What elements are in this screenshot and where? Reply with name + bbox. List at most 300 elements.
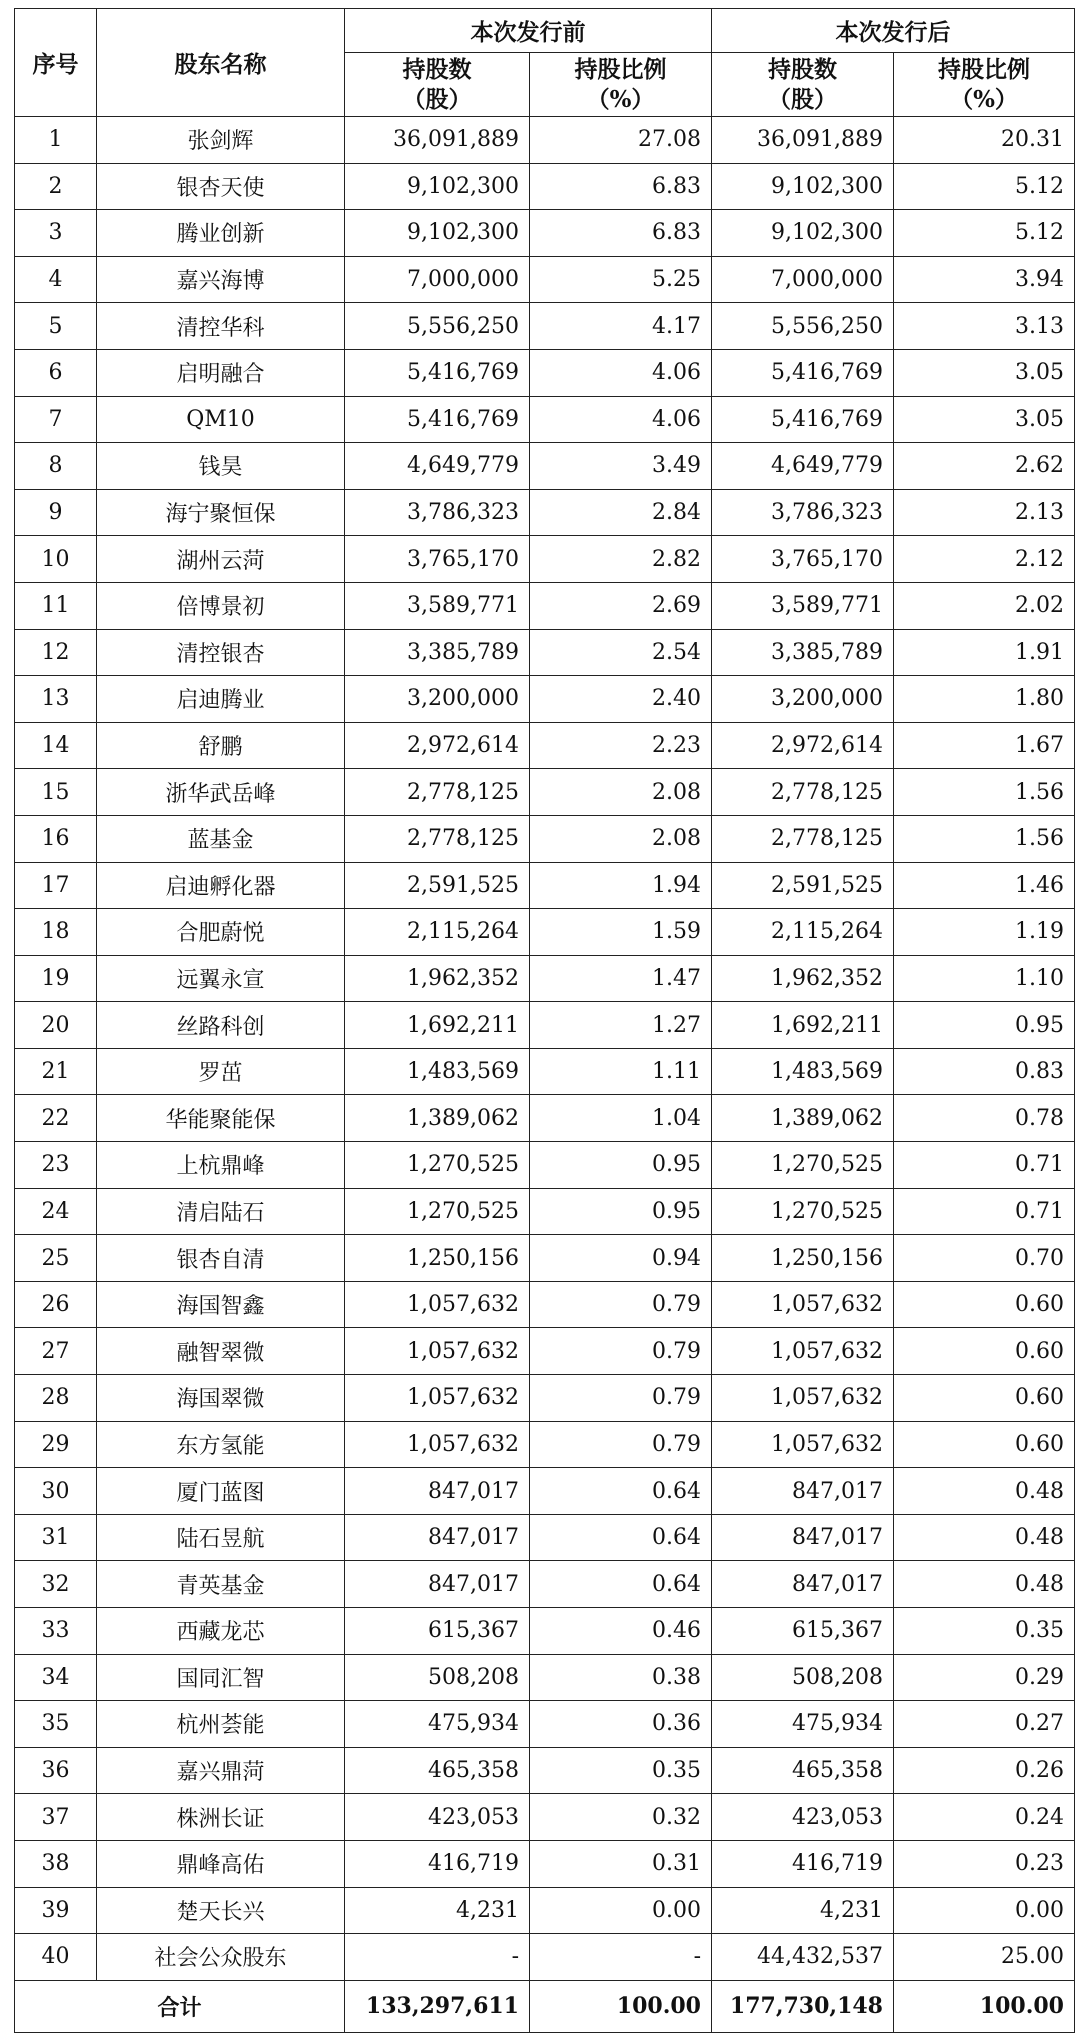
cell-name: QM10 [97, 396, 345, 443]
cell-before-pct: 2.54 [530, 629, 712, 676]
cell-seq: 5 [15, 303, 97, 350]
cell-before-shares: 36,091,889 [345, 117, 530, 164]
cell-before-shares: 2,972,614 [345, 722, 530, 769]
cell-after-pct: 5.12 [894, 163, 1075, 210]
table-row [15, 629, 1075, 676]
header-before-ratio [530, 53, 712, 117]
table-body [15, 117, 1075, 1981]
table-row [15, 1514, 1075, 1561]
cell-before-pct: 2.69 [530, 582, 712, 629]
cell-before-shares: 1,057,632 [345, 1375, 530, 1422]
cell-before-pct: 4.06 [530, 396, 712, 443]
cell-after-shares: 44,432,537 [712, 1934, 894, 1981]
cell-after-shares: 5,556,250 [712, 303, 894, 350]
cell-after-shares: 3,200,000 [712, 676, 894, 723]
cell-after-pct: 0.48 [894, 1514, 1075, 1561]
table-row [15, 1654, 1075, 1701]
cell-after-pct: 0.29 [894, 1654, 1075, 1701]
table-row [15, 769, 1075, 816]
cell-after-pct: 2.13 [894, 489, 1075, 536]
header-after-ratio-line2: （%） [950, 85, 1018, 113]
cell-before-pct: 0.46 [530, 1608, 712, 1655]
cell-before-shares: 2,591,525 [345, 862, 530, 909]
cell-before-shares: 2,778,125 [345, 815, 530, 862]
table-row [15, 1095, 1075, 1142]
cell-before-shares: 1,962,352 [345, 955, 530, 1002]
cell-before-shares: 3,589,771 [345, 582, 530, 629]
cell-before-pct: 4.17 [530, 303, 712, 350]
table-row [15, 489, 1075, 536]
total-before-shares: 133,297,611 [345, 1980, 530, 2032]
total-row [15, 1980, 1075, 2032]
cell-before-pct: 0.64 [530, 1514, 712, 1561]
table-row [15, 1002, 1075, 1049]
cell-before-pct: 2.08 [530, 815, 712, 862]
cell-name: 清控华科 [97, 303, 345, 350]
cell-after-pct: 0.60 [894, 1375, 1075, 1422]
cell-name: 海国翠微 [97, 1375, 345, 1422]
cell-name: 罗茁 [97, 1048, 345, 1095]
cell-after-pct: 0.48 [894, 1561, 1075, 1608]
cell-seq: 20 [15, 1002, 97, 1049]
cell-name: 西藏龙芯 [97, 1608, 345, 1655]
table-row [15, 1934, 1075, 1981]
cell-before-shares: 3,200,000 [345, 676, 530, 723]
cell-name: 银杏自清 [97, 1235, 345, 1282]
cell-before-shares: 847,017 [345, 1561, 530, 1608]
cell-before-shares: 1,057,632 [345, 1328, 530, 1375]
cell-name: 蓝基金 [97, 815, 345, 862]
cell-seq: 14 [15, 722, 97, 769]
cell-after-pct: 1.46 [894, 862, 1075, 909]
cell-after-pct: 0.71 [894, 1142, 1075, 1189]
cell-after-pct: 0.27 [894, 1701, 1075, 1748]
cell-before-pct: 1.59 [530, 909, 712, 956]
cell-seq: 24 [15, 1188, 97, 1235]
cell-name: 启迪孵化器 [97, 862, 345, 909]
cell-after-pct: 3.05 [894, 396, 1075, 443]
cell-before-pct: 1.94 [530, 862, 712, 909]
cell-after-pct: 0.23 [894, 1840, 1075, 1887]
cell-before-shares: 5,416,769 [345, 349, 530, 396]
cell-after-shares: 1,483,569 [712, 1048, 894, 1095]
cell-name: 杭州荟能 [97, 1701, 345, 1748]
cell-name: 启明融合 [97, 349, 345, 396]
cell-after-pct: 3.05 [894, 349, 1075, 396]
cell-seq: 35 [15, 1701, 97, 1748]
cell-after-shares: 475,934 [712, 1701, 894, 1748]
cell-before-pct: 1.27 [530, 1002, 712, 1049]
cell-before-pct: 0.79 [530, 1375, 712, 1422]
header-after-shares [712, 53, 894, 117]
cell-seq: 15 [15, 769, 97, 816]
cell-seq: 27 [15, 1328, 97, 1375]
cell-after-shares: 4,231 [712, 1887, 894, 1934]
cell-before-shares: 847,017 [345, 1514, 530, 1561]
table-row [15, 1561, 1075, 1608]
cell-after-pct: 0.00 [894, 1887, 1075, 1934]
header-before-ratio-line1: 持股比例 [574, 55, 667, 83]
cell-before-shares: 4,649,779 [345, 443, 530, 490]
cell-after-pct: 3.94 [894, 256, 1075, 303]
table-row [15, 955, 1075, 1002]
cell-before-pct: 0.64 [530, 1468, 712, 1515]
cell-after-shares: 423,053 [712, 1794, 894, 1841]
cell-seq: 10 [15, 536, 97, 583]
cell-seq: 12 [15, 629, 97, 676]
cell-after-pct: 1.10 [894, 955, 1075, 1002]
cell-before-pct: 0.00 [530, 1887, 712, 1934]
table-row [15, 1328, 1075, 1375]
cell-before-pct: 2.84 [530, 489, 712, 536]
table-row [15, 1747, 1075, 1794]
cell-before-pct: 2.40 [530, 676, 712, 723]
cell-before-pct: 0.79 [530, 1328, 712, 1375]
cell-before-shares: 3,786,323 [345, 489, 530, 536]
header-before-issuance: 本次发行前 [345, 9, 712, 53]
cell-name: 腾业创新 [97, 210, 345, 257]
cell-after-pct: 0.26 [894, 1747, 1075, 1794]
shareholding-table-container [14, 8, 1074, 2033]
header-row-top [15, 9, 1075, 53]
cell-seq: 4 [15, 256, 97, 303]
cell-after-shares: 416,719 [712, 1840, 894, 1887]
table-row [15, 862, 1075, 909]
cell-after-shares: 3,385,789 [712, 629, 894, 676]
table-row [15, 349, 1075, 396]
table-row [15, 1235, 1075, 1282]
cell-name: 倍博景初 [97, 582, 345, 629]
cell-after-shares: 7,000,000 [712, 256, 894, 303]
cell-before-pct: 6.83 [530, 210, 712, 257]
cell-after-pct: 25.00 [894, 1934, 1075, 1981]
table-row [15, 1048, 1075, 1095]
cell-before-pct: 0.35 [530, 1747, 712, 1794]
header-seq: 序号 [15, 9, 97, 117]
cell-before-shares: 5,556,250 [345, 303, 530, 350]
header-before-shares-line1: 持股数 [402, 55, 472, 83]
cell-name: 东方氢能 [97, 1421, 345, 1468]
cell-before-pct: 0.94 [530, 1235, 712, 1282]
cell-seq: 36 [15, 1747, 97, 1794]
cell-name: 嘉兴鼎菏 [97, 1747, 345, 1794]
cell-after-pct: 0.35 [894, 1608, 1075, 1655]
cell-name: 钱昊 [97, 443, 345, 490]
cell-before-shares: 7,000,000 [345, 256, 530, 303]
cell-after-shares: 1,057,632 [712, 1421, 894, 1468]
cell-seq: 33 [15, 1608, 97, 1655]
cell-before-pct: - [530, 1934, 712, 1981]
cell-seq: 6 [15, 349, 97, 396]
cell-before-shares: 1,692,211 [345, 1002, 530, 1049]
table-row [15, 1794, 1075, 1841]
header-after-ratio [894, 53, 1075, 117]
cell-name: 海国智鑫 [97, 1281, 345, 1328]
table-row [15, 1608, 1075, 1655]
cell-name: 华能聚能保 [97, 1095, 345, 1142]
cell-name: 清控银杏 [97, 629, 345, 676]
header-after-ratio-line1: 持股比例 [938, 55, 1030, 83]
cell-seq: 13 [15, 676, 97, 723]
cell-name: 陆石昱航 [97, 1514, 345, 1561]
cell-after-pct: 0.24 [894, 1794, 1075, 1841]
cell-after-shares: 2,972,614 [712, 722, 894, 769]
cell-after-shares: 3,589,771 [712, 582, 894, 629]
cell-after-pct: 0.71 [894, 1188, 1075, 1235]
cell-after-shares: 3,765,170 [712, 536, 894, 583]
cell-seq: 34 [15, 1654, 97, 1701]
cell-before-pct: 3.49 [530, 443, 712, 490]
cell-after-pct: 1.91 [894, 629, 1075, 676]
cell-before-shares: 1,057,632 [345, 1421, 530, 1468]
cell-after-shares: 9,102,300 [712, 163, 894, 210]
total-before-pct: 100.00 [530, 1980, 712, 2032]
cell-after-shares: 847,017 [712, 1468, 894, 1515]
cell-before-shares: 465,358 [345, 1747, 530, 1794]
cell-before-shares: 1,270,525 [345, 1142, 530, 1189]
cell-after-shares: 615,367 [712, 1608, 894, 1655]
cell-before-pct: 2.08 [530, 769, 712, 816]
table-row [15, 676, 1075, 723]
cell-before-shares: 416,719 [345, 1840, 530, 1887]
cell-before-shares: - [345, 1934, 530, 1981]
cell-before-shares: 9,102,300 [345, 163, 530, 210]
cell-after-pct: 2.12 [894, 536, 1075, 583]
cell-seq: 39 [15, 1887, 97, 1934]
cell-after-shares: 2,778,125 [712, 815, 894, 862]
cell-after-shares: 1,692,211 [712, 1002, 894, 1049]
cell-after-shares: 847,017 [712, 1561, 894, 1608]
cell-before-shares: 1,483,569 [345, 1048, 530, 1095]
cell-name: 嘉兴海博 [97, 256, 345, 303]
cell-seq: 22 [15, 1095, 97, 1142]
cell-name: 鼎峰高佑 [97, 1840, 345, 1887]
cell-seq: 1 [15, 117, 97, 164]
cell-seq: 40 [15, 1934, 97, 1981]
cell-after-shares: 1,270,525 [712, 1188, 894, 1235]
table-row [15, 303, 1075, 350]
cell-seq: 26 [15, 1281, 97, 1328]
cell-after-shares: 465,358 [712, 1747, 894, 1794]
cell-name: 融智翠微 [97, 1328, 345, 1375]
cell-before-pct: 0.36 [530, 1701, 712, 1748]
cell-after-pct: 0.83 [894, 1048, 1075, 1095]
cell-after-shares: 1,057,632 [712, 1375, 894, 1422]
cell-after-shares: 5,416,769 [712, 349, 894, 396]
cell-before-pct: 4.06 [530, 349, 712, 396]
cell-after-pct: 20.31 [894, 117, 1075, 164]
cell-seq: 8 [15, 443, 97, 490]
cell-before-shares: 1,270,525 [345, 1188, 530, 1235]
table-row [15, 163, 1075, 210]
shareholding-table [14, 8, 1075, 2033]
cell-name: 浙华武岳峰 [97, 769, 345, 816]
cell-before-shares: 847,017 [345, 1468, 530, 1515]
cell-before-shares: 5,416,769 [345, 396, 530, 443]
cell-after-shares: 2,591,525 [712, 862, 894, 909]
cell-before-shares: 508,208 [345, 1654, 530, 1701]
total-label: 合计 [15, 1980, 345, 2032]
table-row [15, 582, 1075, 629]
table-row [15, 210, 1075, 257]
cell-before-shares: 475,934 [345, 1701, 530, 1748]
cell-seq: 25 [15, 1235, 97, 1282]
cell-after-shares: 1,057,632 [712, 1328, 894, 1375]
cell-name: 海宁聚恒保 [97, 489, 345, 536]
table-row [15, 536, 1075, 583]
cell-seq: 30 [15, 1468, 97, 1515]
cell-before-pct: 0.79 [530, 1421, 712, 1468]
cell-before-shares: 3,765,170 [345, 536, 530, 583]
cell-before-pct: 6.83 [530, 163, 712, 210]
cell-name: 银杏天使 [97, 163, 345, 210]
cell-seq: 9 [15, 489, 97, 536]
cell-before-pct: 5.25 [530, 256, 712, 303]
cell-before-pct: 0.79 [530, 1281, 712, 1328]
cell-before-pct: 1.11 [530, 1048, 712, 1095]
cell-seq: 16 [15, 815, 97, 862]
cell-after-pct: 3.13 [894, 303, 1075, 350]
cell-after-pct: 1.19 [894, 909, 1075, 956]
header-before-shares [345, 53, 530, 117]
table-row [15, 396, 1075, 443]
cell-before-pct: 27.08 [530, 117, 712, 164]
cell-seq: 38 [15, 1840, 97, 1887]
cell-before-pct: 0.95 [530, 1142, 712, 1189]
cell-seq: 29 [15, 1421, 97, 1468]
cell-after-pct: 0.95 [894, 1002, 1075, 1049]
cell-name: 合肥蔚悦 [97, 909, 345, 956]
cell-after-pct: 2.02 [894, 582, 1075, 629]
table-row [15, 256, 1075, 303]
cell-before-shares: 9,102,300 [345, 210, 530, 257]
cell-seq: 37 [15, 1794, 97, 1841]
cell-seq: 21 [15, 1048, 97, 1095]
cell-name: 启迪腾业 [97, 676, 345, 723]
cell-seq: 11 [15, 582, 97, 629]
header-name: 股东名称 [97, 9, 345, 117]
cell-after-shares: 2,115,264 [712, 909, 894, 956]
table-row [15, 1375, 1075, 1422]
cell-name: 株洲长证 [97, 1794, 345, 1841]
table-row [15, 1188, 1075, 1235]
cell-after-pct: 0.60 [894, 1328, 1075, 1375]
cell-before-pct: 0.38 [530, 1654, 712, 1701]
cell-name: 舒鹏 [97, 722, 345, 769]
table-row [15, 1887, 1075, 1934]
table-row [15, 443, 1075, 490]
cell-before-pct: 1.47 [530, 955, 712, 1002]
cell-seq: 31 [15, 1514, 97, 1561]
cell-seq: 19 [15, 955, 97, 1002]
cell-before-pct: 0.32 [530, 1794, 712, 1841]
cell-after-pct: 1.80 [894, 676, 1075, 723]
cell-after-shares: 3,786,323 [712, 489, 894, 536]
cell-after-shares: 9,102,300 [712, 210, 894, 257]
cell-before-pct: 0.95 [530, 1188, 712, 1235]
cell-after-pct: 5.12 [894, 210, 1075, 257]
cell-before-pct: 0.31 [530, 1840, 712, 1887]
cell-after-pct: 1.56 [894, 769, 1075, 816]
table-row [15, 722, 1075, 769]
cell-after-shares: 1,962,352 [712, 955, 894, 1002]
cell-name: 楚天长兴 [97, 1887, 345, 1934]
cell-before-pct: 2.23 [530, 722, 712, 769]
table-row [15, 1840, 1075, 1887]
cell-seq: 18 [15, 909, 97, 956]
table-row [15, 815, 1075, 862]
table-row [15, 1142, 1075, 1189]
cell-name: 国同汇智 [97, 1654, 345, 1701]
cell-seq: 2 [15, 163, 97, 210]
cell-seq: 3 [15, 210, 97, 257]
cell-after-shares: 4,649,779 [712, 443, 894, 490]
cell-before-pct: 1.04 [530, 1095, 712, 1142]
cell-name: 丝路科创 [97, 1002, 345, 1049]
cell-after-pct: 0.60 [894, 1421, 1075, 1468]
cell-after-shares: 847,017 [712, 1514, 894, 1561]
cell-name: 清启陆石 [97, 1188, 345, 1235]
cell-after-pct: 1.67 [894, 722, 1075, 769]
cell-after-pct: 0.70 [894, 1235, 1075, 1282]
cell-after-shares: 5,416,769 [712, 396, 894, 443]
cell-name: 上杭鼎峰 [97, 1142, 345, 1189]
cell-after-pct: 2.62 [894, 443, 1075, 490]
cell-before-shares: 4,231 [345, 1887, 530, 1934]
cell-seq: 7 [15, 396, 97, 443]
cell-before-pct: 2.82 [530, 536, 712, 583]
table-row [15, 1281, 1075, 1328]
table-row [15, 909, 1075, 956]
table-row [15, 1701, 1075, 1748]
cell-after-pct: 0.60 [894, 1281, 1075, 1328]
cell-after-shares: 508,208 [712, 1654, 894, 1701]
cell-after-shares: 1,250,156 [712, 1235, 894, 1282]
cell-before-shares: 2,778,125 [345, 769, 530, 816]
cell-name: 远翼永宣 [97, 955, 345, 1002]
cell-after-pct: 0.48 [894, 1468, 1075, 1515]
cell-name: 厦门蓝图 [97, 1468, 345, 1515]
cell-name: 张剑辉 [97, 117, 345, 164]
header-before-shares-line2: （股） [402, 85, 472, 113]
cell-seq: 28 [15, 1375, 97, 1422]
header-before-ratio-line2: （%） [586, 85, 655, 113]
cell-after-shares: 1,389,062 [712, 1095, 894, 1142]
table-row [15, 1421, 1075, 1468]
cell-after-pct: 0.78 [894, 1095, 1075, 1142]
cell-before-shares: 615,367 [345, 1608, 530, 1655]
cell-seq: 32 [15, 1561, 97, 1608]
cell-seq: 23 [15, 1142, 97, 1189]
cell-name: 青英基金 [97, 1561, 345, 1608]
cell-before-shares: 3,385,789 [345, 629, 530, 676]
header-after-shares-line1: 持股数 [768, 55, 837, 83]
cell-before-shares: 1,250,156 [345, 1235, 530, 1282]
cell-after-shares: 1,270,525 [712, 1142, 894, 1189]
header-after-shares-line2: （股） [768, 85, 837, 113]
cell-name: 社会公众股东 [97, 1934, 345, 1981]
cell-before-shares: 1,389,062 [345, 1095, 530, 1142]
cell-before-shares: 2,115,264 [345, 909, 530, 956]
cell-before-pct: 0.64 [530, 1561, 712, 1608]
cell-after-pct: 1.56 [894, 815, 1075, 862]
cell-seq: 17 [15, 862, 97, 909]
cell-after-shares: 2,778,125 [712, 769, 894, 816]
total-after-pct: 100.00 [894, 1980, 1075, 2032]
table-row [15, 1468, 1075, 1515]
cell-after-shares: 1,057,632 [712, 1281, 894, 1328]
table-row [15, 117, 1075, 164]
